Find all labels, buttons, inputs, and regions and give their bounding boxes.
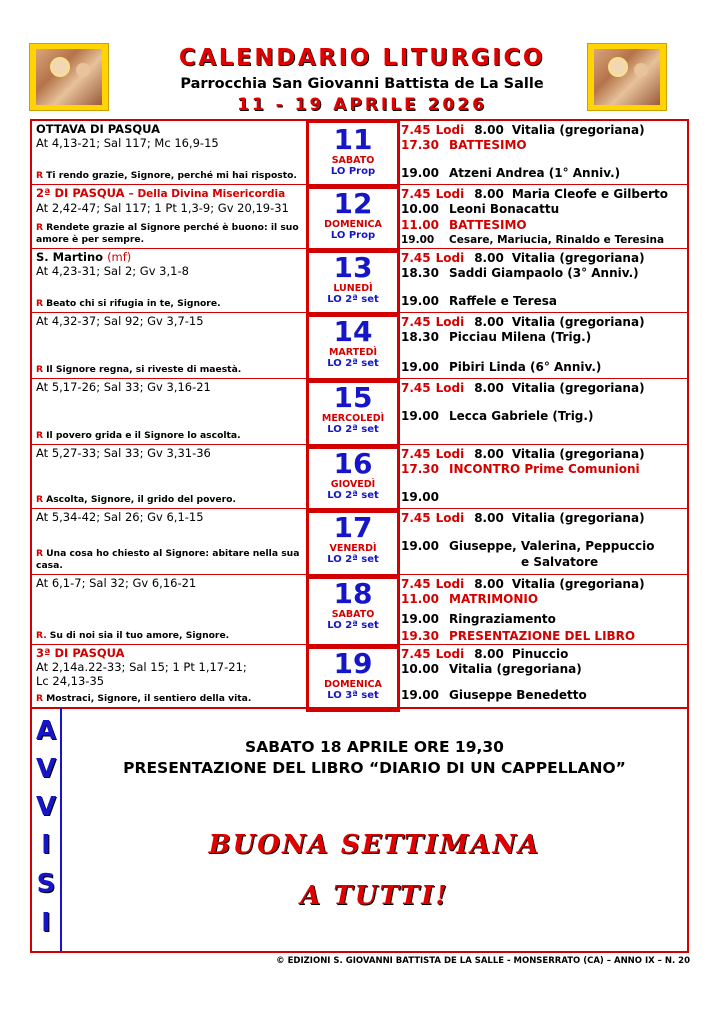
schedule-cell <box>398 645 687 707</box>
date-cell <box>306 574 400 649</box>
celebration-title: OTTAVA DI PASQUA <box>36 122 161 136</box>
readings-text: At 4,13-21; Sal 117; Mc 16,9-15 <box>36 136 219 150</box>
event-time: 19.00 <box>401 539 439 553</box>
event-time: 7.45 <box>401 647 431 661</box>
notices-letter: S <box>36 869 56 899</box>
event-time: 7.45 <box>401 187 431 201</box>
psalm-response <box>36 222 303 245</box>
readings-cell <box>32 185 306 248</box>
weekday-name: SABATO <box>331 155 375 166</box>
schedule-line <box>401 123 685 138</box>
psalm-response <box>36 430 303 442</box>
day-number: 16 <box>333 447 373 480</box>
day-row <box>32 121 687 185</box>
schedule-cell <box>398 509 687 574</box>
event-text: Vitalia (gregoriana) <box>511 577 645 591</box>
event-time: 8.00 <box>474 577 504 591</box>
event-time: 19.00 <box>401 166 439 180</box>
event-time: 11.00 <box>401 218 439 232</box>
schedule-line <box>401 592 685 607</box>
office-week: LO Prop <box>330 230 376 241</box>
event-time: 8.00 <box>474 315 504 329</box>
office-week: LO 2ª set <box>327 358 379 369</box>
event-text: Vitalia (gregoriana) <box>449 662 582 676</box>
event-text: Vitalia (gregoriana) <box>511 511 645 525</box>
schedule-line <box>401 315 685 330</box>
event-time: 10.00 <box>401 662 439 676</box>
schedule-line <box>401 555 685 570</box>
response-marker: R <box>36 169 44 181</box>
date-cell <box>306 644 400 712</box>
event-text: e Salvatore <box>521 555 599 569</box>
schedule-cell <box>398 249 687 312</box>
day-row <box>32 509 687 575</box>
schedule-line <box>401 662 685 677</box>
event-text: Ringraziamento <box>449 612 556 626</box>
lodi-label: Lodi <box>435 251 465 265</box>
notice-line-2: PRESENTAZIONE DEL LIBRO “DIARIO DI UN CAPPELLANO” <box>123 759 626 777</box>
day-row <box>32 575 687 645</box>
readings-text: At 4,23-31; Sal 2; Gv 3,1-8 <box>36 264 189 278</box>
lodi-label: Lodi <box>435 123 465 137</box>
event-time: 7.45 <box>401 577 431 591</box>
event-time: 7.45 <box>401 315 431 329</box>
response-text: Il Signore regna, si riveste di maestà. <box>46 363 242 375</box>
office-week: LO 2ª set <box>327 424 379 435</box>
event-time: 10.00 <box>401 202 439 216</box>
greeting-line-2: A TUTTI! <box>300 881 449 911</box>
notices-letter: A <box>35 716 57 746</box>
response-marker: R <box>36 692 44 704</box>
day-row <box>32 313 687 379</box>
weekday-name: GIOVEDÌ <box>330 479 376 490</box>
psalm-response <box>36 170 303 182</box>
lodi-label: Lodi <box>435 315 465 329</box>
event-text: Vitalia (gregoriana) <box>511 251 645 265</box>
event-text: Vitalia (gregoriana) <box>511 315 645 329</box>
response-text: Beato chi si rifugia in te, Signore. <box>46 297 221 309</box>
day-row <box>32 249 687 313</box>
day-number: 17 <box>333 511 373 544</box>
event-time: 7.45 <box>401 123 431 137</box>
schedule-line <box>401 409 685 424</box>
response-text: Ascolta, Signore, il grido del povero. <box>46 493 236 505</box>
event-text: MATRIMONIO <box>449 592 539 606</box>
event-time: 7.45 <box>401 251 431 265</box>
office-week: LO 2ª set <box>327 294 379 305</box>
footer-credits: © EDIZIONI S. GIOVANNI BATTISTA DE LA SALLE - MONSERRATO (CA) – ANNO IX – N. 20 <box>276 956 690 966</box>
event-text: Cesare, Mariucia, Rinaldo e Teresina <box>449 234 665 246</box>
celebration-title: 2ª DI PASQUA <box>36 186 125 200</box>
readings-cell <box>32 313 306 378</box>
lodi-label: Lodi <box>435 577 465 591</box>
lodi-label: Lodi <box>435 511 465 525</box>
celebration-subtitle: (mf) <box>107 250 132 264</box>
greeting-line-1: BUONA SETTIMANA <box>208 830 541 860</box>
schedule-line <box>401 166 685 181</box>
readings-cell <box>32 575 306 644</box>
schedule-cell <box>398 121 687 184</box>
response-text: Rendete grazie al Signore perché è buono: il suo amore è per sempre. <box>36 222 299 245</box>
schedule-line <box>401 251 685 266</box>
schedule-line <box>401 511 685 526</box>
response-marker: R <box>36 493 44 505</box>
readings-text: At 2,42-47; Sal 117; 1 Pt 1,3-9; Gv 20,19-31 <box>36 201 289 215</box>
schedule-line <box>401 688 685 703</box>
event-time: 8.00 <box>474 123 504 137</box>
event-time: 8.00 <box>474 647 504 661</box>
celebration-title: S. Martino <box>36 250 104 264</box>
office-week: LO 2ª set <box>327 620 379 631</box>
lodi-label: Lodi <box>435 447 465 461</box>
notices-letter: V <box>35 754 57 784</box>
notices-letter: V <box>35 792 57 822</box>
psalm-response <box>36 693 303 705</box>
event-text: BATTESIMO <box>449 218 527 232</box>
date-cell <box>306 120 400 189</box>
calendar-grid <box>30 119 689 709</box>
event-time: 19.00 <box>401 294 439 308</box>
notices-letter: I <box>41 908 51 938</box>
lodi-label: Lodi <box>435 647 465 661</box>
response-marker: R <box>36 222 44 233</box>
date-cell <box>306 508 400 579</box>
schedule-line <box>401 138 685 153</box>
event-text: Leoni Bonacattu <box>449 202 560 216</box>
day-number: 14 <box>333 315 373 348</box>
office-week: LO Prop <box>330 166 376 177</box>
notices-section <box>30 708 689 953</box>
celebration-name <box>36 250 302 264</box>
event-time: 11.00 <box>401 592 439 606</box>
day-number: 12 <box>333 187 373 220</box>
event-text: Picciau Milena (Trig.) <box>449 330 592 344</box>
event-text: INCONTRO Prime Comunioni <box>449 462 640 476</box>
event-time: 19.00 <box>401 409 439 423</box>
schedule-line <box>401 490 685 505</box>
date-cell <box>306 378 400 449</box>
date-cell <box>306 248 400 317</box>
response-text: Su di noi sia il tuo amore, Signore. <box>49 629 230 641</box>
event-text: Pibiri Linda (6° Anniv.) <box>449 360 602 374</box>
event-time: 8.00 <box>474 251 504 265</box>
schedule-line <box>401 218 685 233</box>
response-marker: R. <box>36 629 47 641</box>
event-time: 19.00 <box>401 360 439 374</box>
response-marker: R <box>36 548 44 559</box>
event-text: Giuseppe, Valerina, Peppuccio <box>449 539 655 553</box>
readings-text: At 6,1-7; Sal 32; Gv 6,16-21 <box>36 576 197 590</box>
parish-name: Parrocchia San Giovanni Battista de La Salle <box>180 76 544 92</box>
event-time: 7.45 <box>401 447 431 461</box>
psalm-response <box>36 548 303 571</box>
schedule-cell <box>398 313 687 378</box>
event-text: Vitalia (gregoriana) <box>511 447 645 461</box>
event-text: Vitalia (gregoriana) <box>511 381 645 395</box>
readings-cell <box>32 509 306 574</box>
page-title: CALENDARIO LITURGICO <box>178 45 546 71</box>
office-week: LO 2ª set <box>327 490 379 501</box>
response-marker: R <box>36 363 44 375</box>
event-time: 19.00 <box>401 234 435 246</box>
response-text: Il povero grida e il Signore lo ascolta. <box>46 429 241 441</box>
readings-cell <box>32 379 306 444</box>
weekday-name: DOMENICA <box>324 679 382 690</box>
readings-text: Lc 24,13-35 <box>36 674 105 688</box>
event-text: Raffele e Teresa <box>449 294 557 308</box>
celebration-name <box>36 122 302 136</box>
readings-text: At 5,27-33; Sal 33; Gv 3,31-36 <box>36 446 211 460</box>
event-time: 7.45 <box>401 381 431 395</box>
readings-cell <box>32 445 306 508</box>
readings-cell <box>32 121 306 184</box>
schedule-line <box>401 187 685 202</box>
readings-text: At 4,32-37; Sal 92; Gv 3,7-15 <box>36 314 204 328</box>
weekday-name: SABATO <box>331 609 375 620</box>
readings-cell <box>32 645 306 707</box>
schedule-line <box>401 539 685 554</box>
weekday-name: LUNEDÌ <box>333 283 373 294</box>
event-text: Giuseppe Benedetto <box>449 688 587 702</box>
schedule-line <box>401 629 685 644</box>
lodi-label: Lodi <box>435 381 465 395</box>
event-time: 19.00 <box>401 612 439 626</box>
event-text: Saddi Giampaolo (3° Anniv.) <box>449 266 639 280</box>
schedule-line <box>401 612 685 627</box>
event-time: 18.30 <box>401 330 439 344</box>
schedule-cell <box>398 445 687 508</box>
celebration-name <box>36 186 302 201</box>
day-number: 13 <box>333 251 373 284</box>
response-text: Una cosa ho chiesto al Signore: abitare nella sua casa. <box>36 548 300 571</box>
event-time: 19.30 <box>401 629 439 643</box>
schedule-line <box>401 360 685 375</box>
notice-line-1: SABATO 18 APRILE ORE 19,30 <box>245 738 504 756</box>
response-marker: R <box>36 297 44 309</box>
day-row <box>32 645 687 707</box>
office-week: LO 3ª set <box>327 690 379 701</box>
psalm-response <box>36 298 303 310</box>
day-number: 11 <box>333 123 373 156</box>
schedule-line <box>401 577 685 592</box>
weekday-name: MARTEDÌ <box>328 347 378 358</box>
schedule-line <box>401 294 685 309</box>
day-row <box>32 379 687 445</box>
schedule-line <box>401 233 685 248</box>
event-time: 18.30 <box>401 266 439 280</box>
weekday-name: DOMENICA <box>324 219 382 230</box>
event-text: PRESENTAZIONE DEL LIBRO <box>449 629 636 643</box>
schedule-line <box>401 447 685 462</box>
day-row <box>32 185 687 249</box>
event-time: 19.00 <box>401 490 439 504</box>
readings-text: At 5,34-42; Sal 26; Gv 6,1-15 <box>36 510 204 524</box>
schedule-line <box>401 266 685 281</box>
celebration-title: 3ª DI PASQUA <box>36 646 125 660</box>
psalm-response <box>36 364 303 376</box>
event-time: 8.00 <box>474 381 504 395</box>
event-time: 17.30 <box>401 462 439 476</box>
event-time: 17.30 <box>401 138 439 152</box>
event-text: BATTESIMO <box>449 138 527 152</box>
schedule-cell <box>398 185 687 248</box>
weekday-name: VENERDÌ <box>329 543 377 554</box>
readings-text: At 2,14a.22-33; Sal 15; 1 Pt 1,17-21; <box>36 660 247 674</box>
date-cell <box>306 444 400 513</box>
notices-letter: I <box>41 830 51 860</box>
event-time: 8.00 <box>474 447 504 461</box>
event-text: Lecca Gabriele (Trig.) <box>449 409 594 423</box>
event-time: 7.45 <box>401 511 431 525</box>
psalm-response <box>36 630 303 642</box>
day-number: 18 <box>333 577 373 610</box>
event-time: 19.00 <box>401 688 439 702</box>
schedule-line <box>401 462 685 477</box>
schedule-line <box>401 202 685 217</box>
notices-vertical-label <box>32 708 62 951</box>
event-time: 8.00 <box>474 187 504 201</box>
lodi-label: Lodi <box>435 187 465 201</box>
response-text: Mostraci, Signore, il sentiero della vita. <box>46 692 252 704</box>
schedule-line <box>401 330 685 345</box>
response-marker: R <box>36 429 44 441</box>
weekday-name: MERCOLEDÌ <box>321 413 385 424</box>
date-cell <box>306 312 400 383</box>
event-text: Pinuccio <box>511 647 569 661</box>
celebration-name <box>36 646 302 660</box>
date-cell <box>306 184 400 253</box>
schedule-cell <box>398 575 687 644</box>
day-number: 19 <box>333 647 373 680</box>
event-text: Vitalia (gregoriana) <box>511 123 645 137</box>
psalm-response <box>36 494 303 506</box>
event-text: Atzeni Andrea (1° Anniv.) <box>449 166 621 180</box>
schedule-line <box>401 381 685 396</box>
day-row <box>32 445 687 509</box>
readings-text: At 5,17-26; Sal 33; Gv 3,16-21 <box>36 380 211 394</box>
event-time: 8.00 <box>474 511 504 525</box>
response-text: Ti rendo grazie, Signore, perché mi hai risposto. <box>46 169 297 181</box>
schedule-line <box>401 647 685 662</box>
office-week: LO 2ª set <box>327 554 379 565</box>
event-text: Maria Cleofe e Gilberto <box>511 187 669 201</box>
date-range: 11 - 19 APRILE 2026 <box>237 95 487 115</box>
day-number: 15 <box>333 381 373 414</box>
readings-cell <box>32 249 306 312</box>
celebration-subtitle: – Della Divina Misericordia <box>128 188 286 200</box>
schedule-cell <box>398 379 687 444</box>
